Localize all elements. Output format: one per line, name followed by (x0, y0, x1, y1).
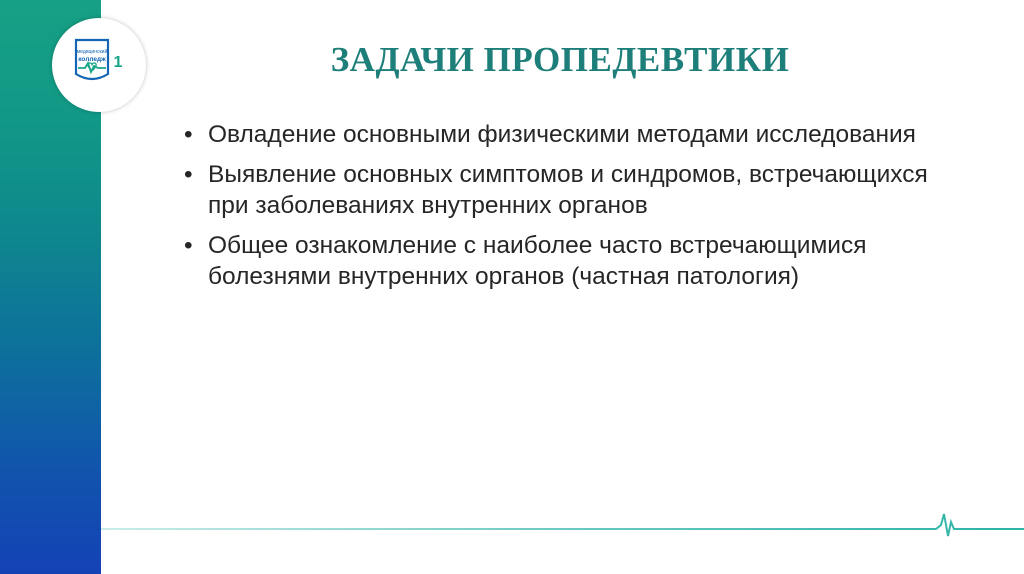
bullet-text: Овладение основными физическими методами исследования (208, 121, 916, 148)
bullet-text: Выявление основных симптомов и синдромов, встречающихся при заболеваниях внутренних органов (208, 161, 928, 219)
bullet-item (182, 119, 942, 150)
logo-text-line1: медицинский (76, 49, 108, 55)
bullet-list (182, 119, 942, 301)
logo-badge (52, 18, 146, 112)
college-logo-icon (68, 34, 130, 96)
bullet-dot: • (184, 121, 193, 148)
bullet-item (182, 159, 942, 221)
heartbeat-line-icon (101, 508, 1024, 538)
logo-text-line2: колледж (78, 56, 106, 63)
bullet-dot: • (184, 232, 193, 259)
bullet-text: Общее ознакомление с наиболее часто встречающимися болезнями внутренних органов (частная патология) (208, 232, 867, 290)
bullet-item (182, 230, 942, 292)
slide-title: ЗАДАЧИ ПРОПЕДЕВТИКИ (330, 40, 790, 79)
logo-number: 1 (113, 54, 123, 71)
bullet-dot: • (184, 161, 193, 188)
